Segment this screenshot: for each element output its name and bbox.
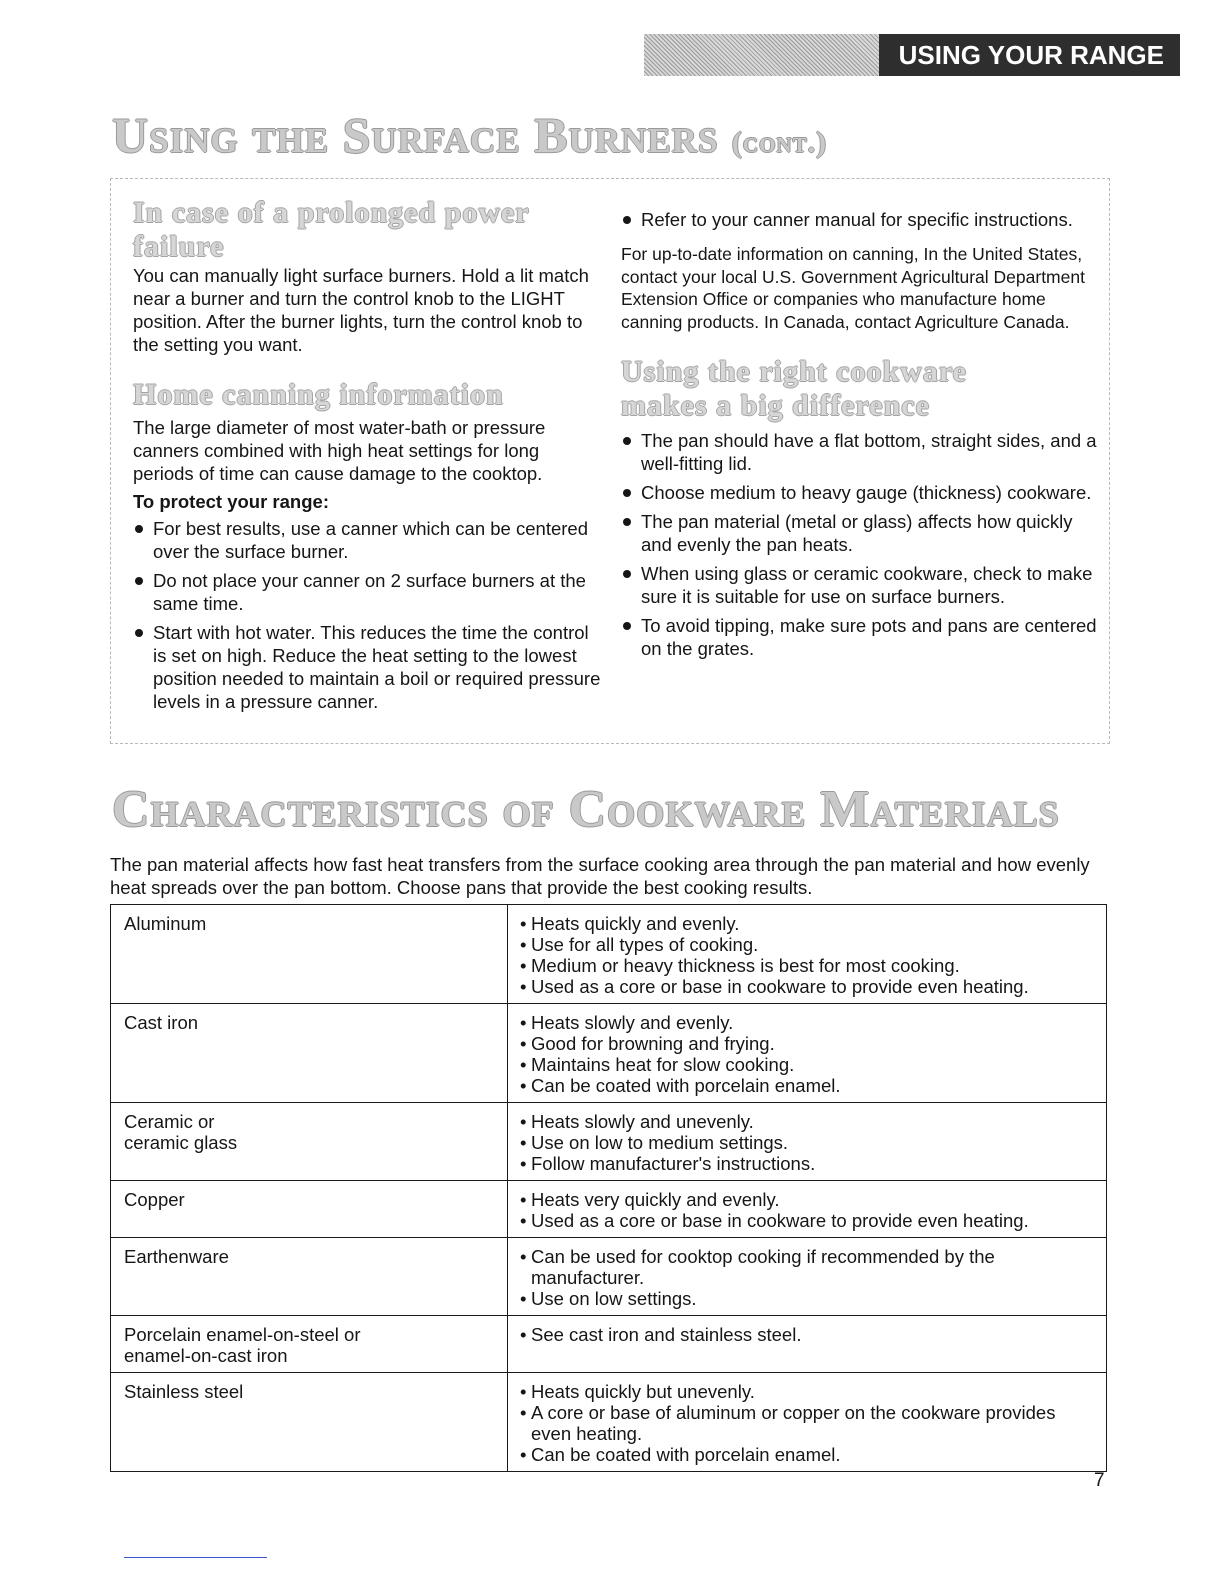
list-item: • Use on low settings. — [520, 1288, 1096, 1309]
material-name-line: Aluminum — [124, 913, 207, 934]
list-item: • Can be coated with porcelain enamel. — [520, 1075, 1096, 1096]
material-characteristics-cell — [508, 1103, 1107, 1181]
section-title-suffix: (cont.) — [731, 126, 828, 159]
material-name-line: Copper — [124, 1189, 185, 1210]
list-item: • Follow manufacturer's instructions. — [520, 1153, 1096, 1174]
list-item: • See cast iron and stainless steel. — [520, 1324, 1096, 1345]
list-item: • Heats slowly and evenly. — [520, 1012, 1096, 1033]
table-row — [111, 1373, 1107, 1472]
list-item: • Used as a core or base in cookware to provide even heating. — [520, 1210, 1096, 1231]
list-item: When using glass or ceramic cookware, check to make sure it is suitable for use on surface burners. — [621, 562, 1097, 608]
list-item: • Medium or heavy thickness is best for most cooking. — [520, 955, 1096, 976]
list-item: • Heats slowly and unevenly. — [520, 1111, 1096, 1132]
characteristics-list — [520, 1111, 1096, 1174]
material-characteristics-cell — [508, 1181, 1107, 1238]
list-item: The pan material (metal or glass) affects how quickly and evenly the pan heats. — [621, 510, 1097, 556]
list-item: • Maintains heat for slow cooking. — [520, 1054, 1096, 1075]
section-title-surface-burners — [112, 102, 827, 176]
canning-bullet-list-continued — [621, 208, 1097, 231]
table-row — [111, 1181, 1107, 1238]
list-item: • Use for all types of cooking. — [520, 934, 1096, 955]
characteristics-list — [520, 913, 1096, 997]
cookware-bullet-list — [621, 429, 1097, 660]
characteristics-list — [520, 1381, 1096, 1465]
canning-more-info: For up-to-date information on canning, In the United States, contact your local U.S. Government Agricultural Department Extension Office or companies who manufacture home canning products. In Canada, contact Agriculture Canada. — [621, 244, 1085, 332]
table-row — [111, 1103, 1107, 1181]
material-name-line: Stainless steel — [124, 1381, 244, 1402]
list-item: The pan should have a flat bottom, straight sides, and a well-fitting lid. — [621, 429, 1097, 475]
list-item: • Heats quickly but unevenly. — [520, 1381, 1096, 1402]
power-failure-heading: In case of a prolonged power failure — [133, 196, 530, 263]
characteristics-list — [520, 1246, 1096, 1309]
table-row — [111, 1238, 1107, 1316]
right-column — [621, 208, 1097, 660]
material-name-cell — [111, 1004, 508, 1103]
home-canning-heading: Home canning information — [133, 378, 504, 411]
home-canning-text: The large diameter of most water-bath or pressure canners combined with high heat settings for long periods of time can cause damage to the cooktop. — [133, 417, 546, 484]
list-item: • Use on low to medium settings. — [520, 1132, 1096, 1153]
section-title-cookware-materials: Characteristics of Cookware Materials — [112, 781, 1060, 838]
material-name-line: enamel-on-cast iron — [124, 1345, 288, 1366]
table-row — [111, 1316, 1107, 1373]
list-item: Refer to your canner manual for specific instructions. — [621, 208, 1097, 231]
characteristics-list — [520, 1189, 1096, 1231]
cookware-materials-table — [110, 904, 1107, 1472]
section-title-text: Using the Surface Burners — [112, 107, 719, 163]
list-item: To avoid tipping, make sure pots and pans are centered on the grates. — [621, 614, 1097, 660]
list-item: • A core or base of aluminum or copper on the cookware provides even heating. — [520, 1402, 1096, 1444]
material-name-cell — [111, 1373, 508, 1472]
material-name-cell — [111, 1103, 508, 1181]
material-name-line: ceramic glass — [124, 1132, 238, 1153]
canning-bullet-list — [133, 517, 603, 713]
material-name-cell — [111, 905, 508, 1004]
material-characteristics-cell — [508, 1316, 1107, 1373]
power-failure-text: You can manually light surface burners. Hold a lit match near a burner and turn the control knob to the LIGHT position. After the burner lights, turn the control knob to the setting you want. — [133, 265, 589, 355]
table-row — [111, 1004, 1107, 1103]
list-item: Choose medium to heavy gauge (thickness) cookware. — [621, 481, 1097, 504]
cookware-materials-intro: The pan material affects how fast heat transfers from the surface cooking area through the pan material and how evenly heat spreads over the pan bottom. Choose pans that provide the best cooking results. — [110, 854, 1090, 898]
list-item: Start with hot water. This reduces the time the control is set on high. Reduce the heat setting to the lowest position needed to maintain a boil or required pressure levels in a pressure canner. — [133, 621, 603, 713]
material-name-line: Porcelain enamel-on-steel or — [124, 1324, 361, 1345]
material-name-line: Ceramic or — [124, 1111, 215, 1132]
list-item: For best results, use a canner which can be centered over the surface burner. — [133, 517, 603, 563]
material-characteristics-cell — [508, 1373, 1107, 1472]
header-band — [644, 34, 1180, 76]
characteristics-list — [520, 1012, 1096, 1096]
list-item: • Good for browning and frying. — [520, 1033, 1096, 1054]
left-column — [133, 196, 603, 713]
list-item: • Can be used for cooktop cooking if recommended by the manufacturer. — [520, 1246, 1096, 1288]
footer-rule — [124, 1557, 267, 1558]
material-name-line: Earthenware — [124, 1246, 229, 1267]
material-name-cell — [111, 1181, 508, 1238]
list-item: • Heats very quickly and evenly. — [520, 1189, 1096, 1210]
list-item: • Used as a core or base in cookware to provide even heating. — [520, 976, 1096, 997]
header-label: USING YOUR RANGE — [879, 34, 1180, 76]
material-name-line: Cast iron — [124, 1012, 199, 1033]
table-row — [111, 905, 1107, 1004]
characteristics-list — [520, 1324, 1096, 1345]
protect-range-label: To protect your range: — [133, 491, 329, 512]
cookware-heading: Using the right cookware makes a big difference — [621, 355, 967, 422]
material-name-cell — [111, 1316, 508, 1373]
page-number: 7 — [1094, 1470, 1105, 1491]
list-item: Do not place your canner on 2 surface burners at the same time. — [133, 569, 603, 615]
material-name-cell — [111, 1238, 508, 1316]
list-item: • Can be coated with porcelain enamel. — [520, 1444, 1096, 1465]
material-characteristics-cell — [508, 905, 1107, 1004]
list-item: • Heats quickly and evenly. — [520, 913, 1096, 934]
material-characteristics-cell — [508, 1004, 1107, 1103]
material-characteristics-cell — [508, 1238, 1107, 1316]
